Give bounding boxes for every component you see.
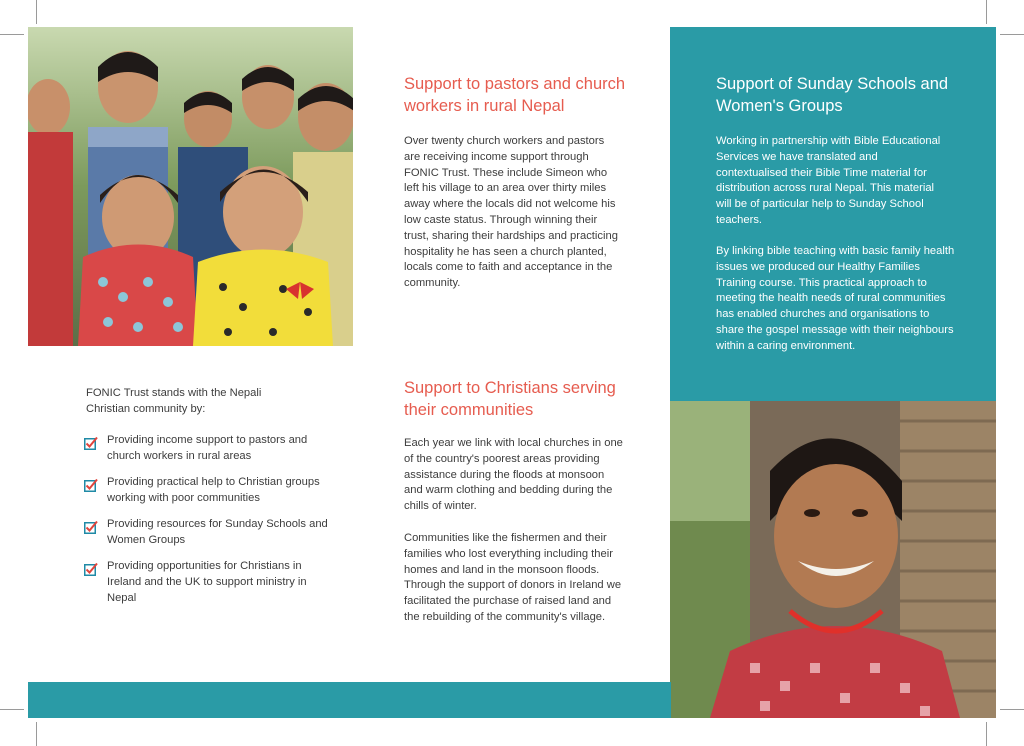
- checkbox-checked-icon: [84, 478, 96, 490]
- list-item: [84, 475, 334, 507]
- crop-mark: [986, 0, 987, 24]
- list-item-text: Providing resources for Sunday Schools and Women Groups: [107, 518, 328, 546]
- checklist: [84, 433, 334, 617]
- christians-body-1: Each year we link with local churches in one of the country's poorest areas providing assistance during the floods at monsoon and warm clothing and bedding during the chills of winter.: [404, 437, 623, 513]
- crop-mark: [36, 0, 37, 24]
- crop-mark: [0, 34, 24, 35]
- sunday-schools-heading: Support of Sunday Schools and Women's Groups: [716, 75, 949, 115]
- sunday-schools-body-1: Working in partnership with Bible Educational Services we have translated and contextualised their Bible Time material for distribution across rural Nepal. This material will be of particular help to Sunday School teachers.: [716, 135, 941, 226]
- checkbox-checked-icon: [84, 436, 96, 448]
- checkbox-checked-icon: [84, 562, 96, 574]
- checkbox-checked-icon: [84, 520, 96, 532]
- crop-mark: [0, 709, 24, 710]
- list-item: [84, 559, 334, 606]
- christians-heading: Support to Christians serving their communities: [404, 379, 616, 419]
- list-item-text: Providing income support to pastors and church workers in rural areas: [107, 434, 308, 462]
- footer-bar: [28, 682, 671, 718]
- crop-mark: [1000, 709, 1024, 710]
- intro-text: FONIC Trust stands with the Nepali Christian community by:: [86, 387, 262, 415]
- christians-body-2: Communities like the fishermen and their families who lost everything including their homes and land in the monsoon floods. Through the support of donors in Ireland we facilitated the purchase of raised land and the rebuilding of the community's village.: [404, 532, 622, 623]
- crop-mark: [36, 722, 37, 746]
- children-photo: [28, 27, 353, 346]
- list-item: [84, 517, 334, 549]
- list-item: [84, 433, 334, 465]
- crop-mark: [986, 722, 987, 746]
- list-item-text: Providing opportunities for Christians in Ireland and the UK to support ministry in Nepal: [107, 560, 307, 604]
- woman-photo: [670, 401, 996, 718]
- sunday-schools-body-2: By linking bible teaching with basic family health issues we produced our Healthy Families Training course. This practical approach to meeting the health needs of rural communities has enabled churches and organisations to share the gospel message with their neighbours within a caring environment.: [716, 245, 955, 352]
- pastors-body: Over twenty church workers and pastors are receiving income support through FONIC Trust. These include Simeon who left his village to an area over thirty miles away where the locals did not welcome his low caste status. Through winning their trust, sharing their hardships and practicing hospitality he has seen a church planted, locals come to faith and acceptance in the community.: [404, 135, 618, 290]
- pastors-heading: Support to pastors and church workers in rural Nepal: [404, 75, 626, 115]
- list-item-text: Providing practical help to Christian groups working with poor communities: [107, 476, 320, 504]
- crop-mark: [1000, 34, 1024, 35]
